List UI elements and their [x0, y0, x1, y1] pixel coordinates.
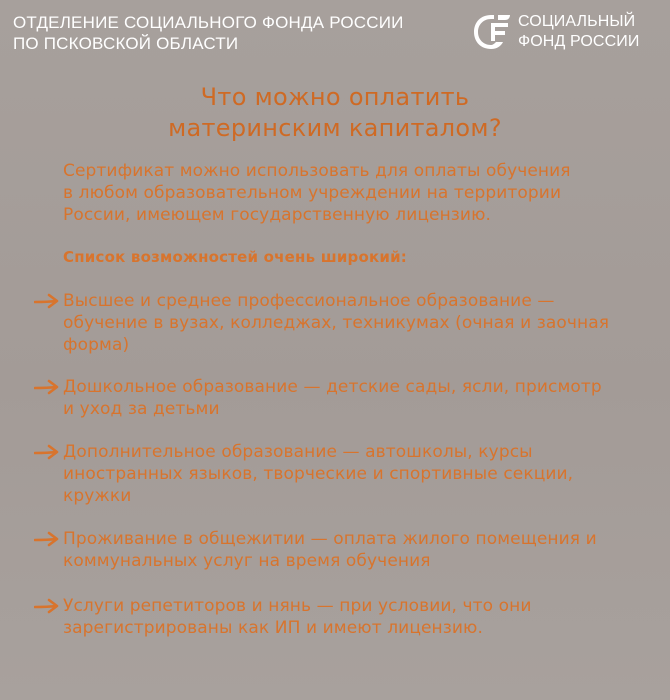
list-item-line: форма) [63, 335, 130, 355]
organization-name-line-1: ОТДЕЛЕНИЕ СОЦИАЛЬНОГО ФОНДА РОССИИ [13, 13, 404, 32]
intro-line-1: Сертификат можно использовать для оплаты обучения [63, 161, 571, 181]
logo-text-line-2: ФОНД РОССИИ [518, 33, 640, 50]
arrow-right-icon [34, 597, 60, 615]
list-item-line: Услуги репетиторов и нянь — при условии, что они [63, 596, 532, 616]
arrow-right-icon [34, 530, 60, 548]
list-item-line: Дошкольное образование — детские сады, ясли, присмотр [63, 377, 602, 397]
list-item-line: и уход за детьми [63, 399, 220, 419]
intro-line-3: России, имеющем государственную лицензию. [63, 205, 491, 225]
list-heading: Список возможностей очень широкий: [63, 248, 407, 266]
list-item-line: Высшее и среднее профессиональное образование — [63, 291, 555, 311]
list-item-line: коммунальных услуг на время обучения [63, 551, 431, 571]
list-item-line: кружки [63, 486, 132, 506]
list-item-text [63, 290, 653, 356]
arrow-right-icon [34, 292, 60, 310]
list-item-text [63, 595, 653, 639]
intro-line-2: в любом образовательном учреждении на территории [63, 183, 562, 203]
list-item-line: Дополнительное образование — автошколы, курсы [63, 442, 533, 462]
list-item-line: зарегистрированы как ИП и имеют лицензию. [63, 618, 483, 638]
list-item-line: Проживание в общежитии — оплата жилого помещения и [63, 529, 597, 549]
page-title-line-1: Что можно оплатить [200, 83, 470, 111]
list-item-line: иностранных языков, творческие и спортивные секции, [63, 464, 574, 484]
list-item-text [63, 376, 653, 420]
arrow-right-icon [34, 378, 60, 396]
arrow-right-icon [34, 443, 60, 461]
list-item-text [63, 528, 653, 572]
logo-text-line-1: СОЦИАЛЬНЫЙ [518, 13, 636, 30]
page-title-line-2: материнским капиталом? [168, 114, 502, 142]
list-item-text [63, 441, 653, 507]
organization-name-line-2: ПО ПСКОВСКОЙ ОБЛАСТИ [13, 34, 239, 53]
list-item-line: обучение в вузах, колледжах, техникумах (очная и заочная [63, 313, 610, 333]
